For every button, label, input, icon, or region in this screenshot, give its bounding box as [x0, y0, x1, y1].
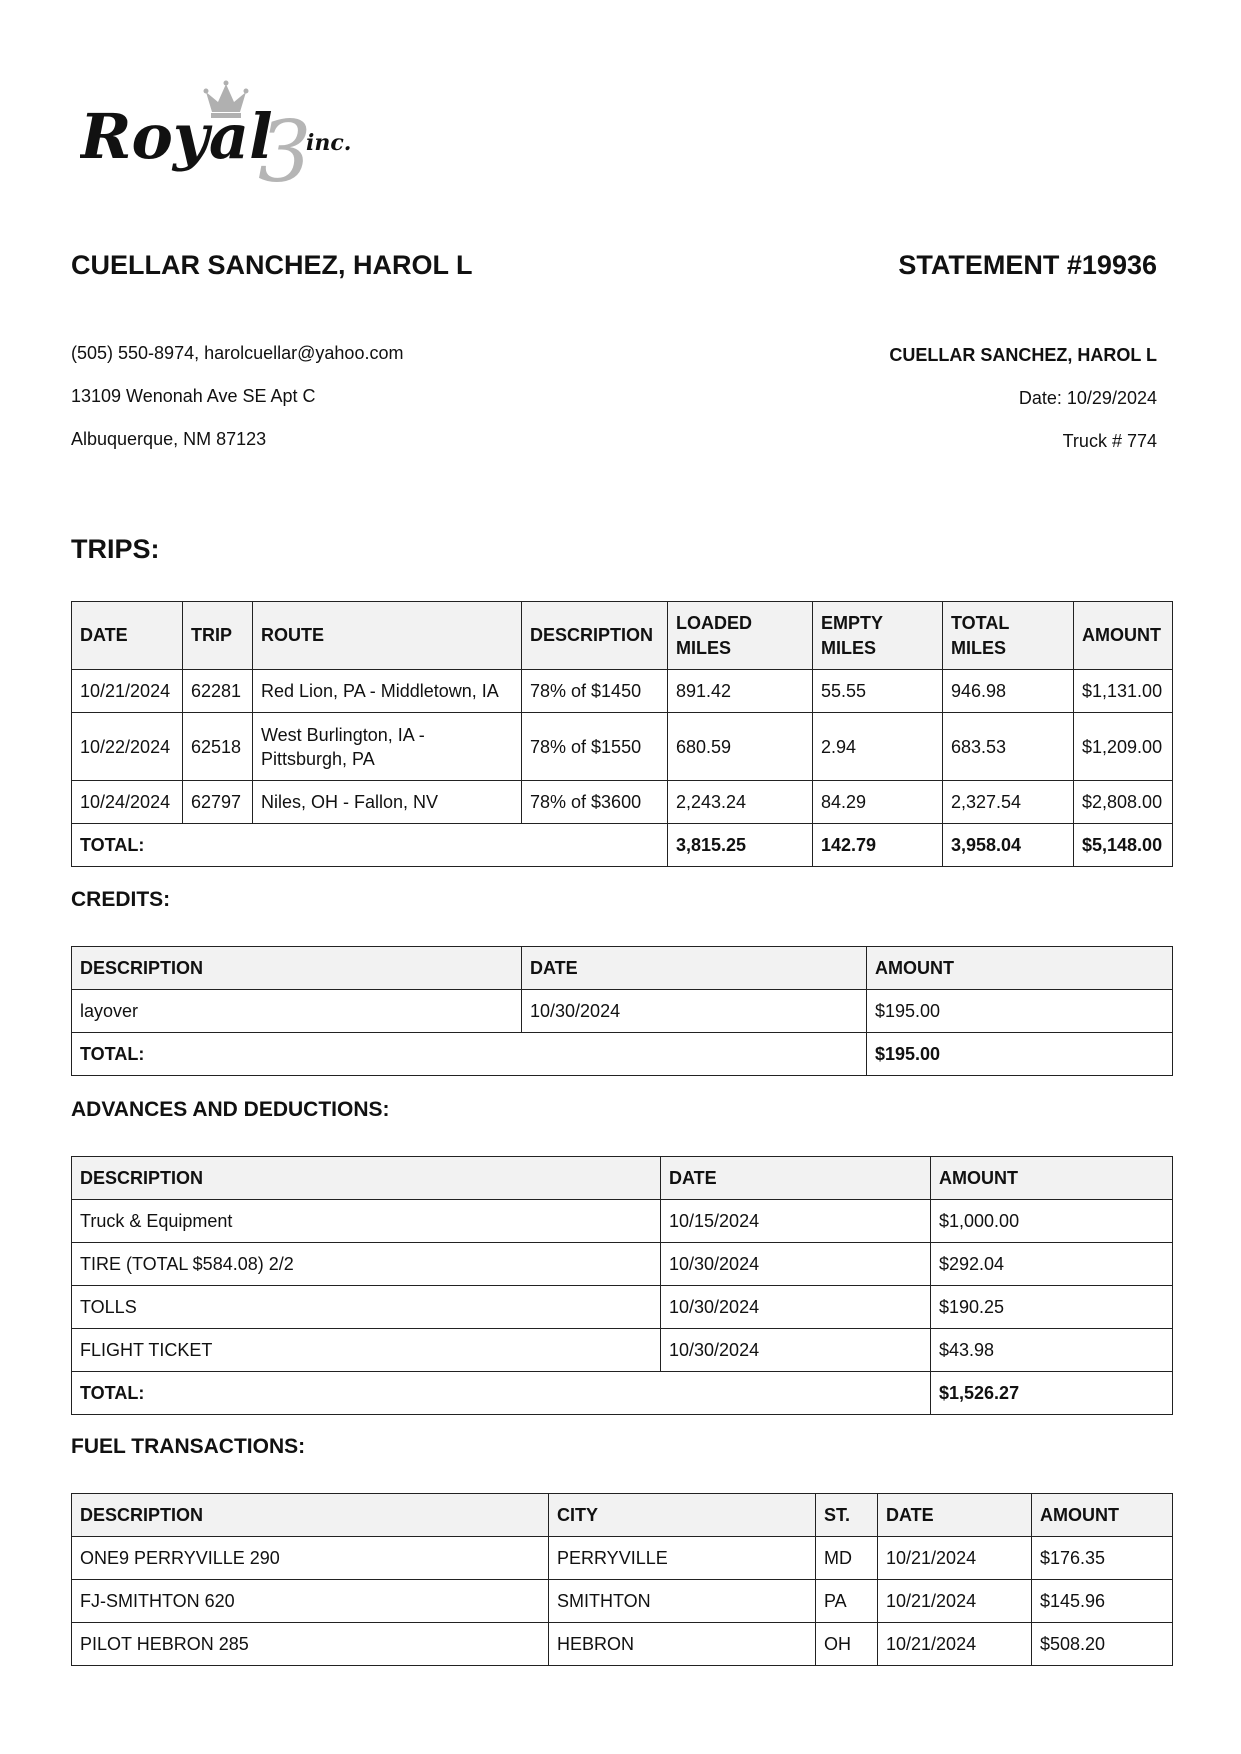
- trips-table: [71, 601, 1173, 867]
- advance-description: TIRE (TOTAL $584.08) 2/2: [72, 1243, 661, 1286]
- logo-wordmark: Royal: [80, 100, 273, 173]
- fuel-state: PA: [816, 1580, 878, 1623]
- col-header-description: DESCRIPTION: [72, 1494, 549, 1537]
- fuel-state: MD: [816, 1537, 878, 1580]
- col-header-description: DESCRIPTION: [522, 602, 668, 670]
- table-row: [72, 781, 1173, 824]
- col-header-amount: AMOUNT: [867, 947, 1173, 990]
- driver-name: CUELLAR SANCHEZ, HAROL L: [71, 250, 473, 280]
- credits-header-row: [72, 947, 1173, 990]
- fuel-amount: $176.35: [1032, 1537, 1173, 1580]
- trips-total-label: TOTAL:: [72, 824, 668, 867]
- advance-amount: $292.04: [931, 1243, 1173, 1286]
- table-row: [72, 1286, 1173, 1329]
- trip-empty-miles: 2.94: [813, 713, 943, 781]
- trip-date: 10/24/2024: [72, 781, 183, 824]
- table-row: [72, 1200, 1173, 1243]
- advances-table: [71, 1156, 1173, 1415]
- credits-total-label: TOTAL:: [72, 1033, 867, 1076]
- logo-number: 3: [258, 103, 312, 190]
- col-header-date: DATE: [72, 602, 183, 670]
- advances-total-label: TOTAL:: [72, 1372, 931, 1415]
- advance-description: FLIGHT TICKET: [72, 1329, 661, 1372]
- trip-amount: $1,131.00: [1074, 670, 1173, 713]
- credit-amount: $195.00: [867, 990, 1173, 1033]
- fuel-title: FUEL TRANSACTIONS:: [71, 1435, 306, 1458]
- trip-loaded-miles: 680.59: [668, 713, 813, 781]
- table-row: [72, 1243, 1173, 1286]
- company-logo: [80, 78, 380, 190]
- fuel-description: PILOT HEBRON 285: [72, 1623, 549, 1666]
- trip-number: 62797: [183, 781, 253, 824]
- col-header-city: CITY: [549, 1494, 816, 1537]
- trips-total-miles: 3,958.04: [943, 824, 1074, 867]
- fuel-state: OH: [816, 1623, 878, 1666]
- driver-address-line1: 13109 Wenonah Ave SE Apt C: [71, 386, 316, 406]
- trip-total-miles: 2,327.54: [943, 781, 1074, 824]
- col-header-amount: AMOUNT: [931, 1157, 1173, 1200]
- col-header-trip: TRIP: [183, 602, 253, 670]
- credit-date: 10/30/2024: [522, 990, 867, 1033]
- trips-title: TRIPS:: [71, 534, 160, 564]
- trip-empty-miles: 84.29: [813, 781, 943, 824]
- col-header-state: ST.: [816, 1494, 878, 1537]
- table-row: [72, 990, 1173, 1033]
- trip-loaded-miles: 2,243.24: [668, 781, 813, 824]
- fuel-amount: $508.20: [1032, 1623, 1173, 1666]
- statement-truck: Truck # 774: [1062, 431, 1157, 451]
- advance-date: 10/30/2024: [661, 1286, 931, 1329]
- trip-amount: $2,808.00: [1074, 781, 1173, 824]
- advance-date: 10/15/2024: [661, 1200, 931, 1243]
- credits-total-row: [72, 1033, 1173, 1076]
- advance-amount: $190.25: [931, 1286, 1173, 1329]
- table-row: [72, 670, 1173, 713]
- table-row: [72, 1329, 1173, 1372]
- trip-description: 78% of $1550: [522, 713, 668, 781]
- col-header-total-miles: TOTAL MILES: [943, 602, 1074, 670]
- col-header-empty-miles: EMPTY MILES: [813, 602, 943, 670]
- col-header-description: DESCRIPTION: [72, 1157, 661, 1200]
- table-row: [72, 1580, 1173, 1623]
- advance-description: TOLLS: [72, 1286, 661, 1329]
- logo-suffix: inc.: [306, 130, 352, 156]
- trip-number: 62518: [183, 713, 253, 781]
- fuel-date: 10/21/2024: [878, 1623, 1032, 1666]
- fuel-description: FJ-SMITHTON 620: [72, 1580, 549, 1623]
- credits-total-amount: $195.00: [867, 1033, 1173, 1076]
- col-header-amount: AMOUNT: [1032, 1494, 1173, 1537]
- trips-total-empty: 142.79: [813, 824, 943, 867]
- col-header-description: DESCRIPTION: [72, 947, 522, 990]
- fuel-date: 10/21/2024: [878, 1580, 1032, 1623]
- col-header-loaded-miles: LOADED MILES: [668, 602, 813, 670]
- table-row: [72, 1623, 1173, 1666]
- trips-total-loaded: 3,815.25: [668, 824, 813, 867]
- fuel-city: SMITHTON: [549, 1580, 816, 1623]
- trip-total-miles: 683.53: [943, 713, 1074, 781]
- trip-route: Niles, OH - Fallon, NV: [253, 781, 522, 824]
- trip-total-miles: 946.98: [943, 670, 1074, 713]
- table-row: [72, 1537, 1173, 1580]
- credits-title: CREDITS:: [71, 888, 171, 911]
- statement-name: CUELLAR SANCHEZ, HAROL L: [889, 345, 1157, 365]
- fuel-amount: $145.96: [1032, 1580, 1173, 1623]
- col-header-date: DATE: [661, 1157, 931, 1200]
- statement-info: [597, 248, 1157, 452]
- table-row: [72, 713, 1173, 781]
- advance-date: 10/30/2024: [661, 1329, 931, 1372]
- trip-date: 10/22/2024: [72, 713, 183, 781]
- trips-header-row: [72, 602, 1173, 670]
- trip-amount: $1,209.00: [1074, 713, 1173, 781]
- trip-description: 78% of $1450: [522, 670, 668, 713]
- statement-title: STATEMENT #19936: [898, 250, 1157, 280]
- fuel-description: ONE9 PERRYVILLE 290: [72, 1537, 549, 1580]
- fuel-city: HEBRON: [549, 1623, 816, 1666]
- trip-route: West Burlington, IA - Pittsburgh, PA: [253, 713, 522, 781]
- fuel-date: 10/21/2024: [878, 1537, 1032, 1580]
- trip-empty-miles: 55.55: [813, 670, 943, 713]
- advances-total-amount: $1,526.27: [931, 1372, 1173, 1415]
- trip-date: 10/21/2024: [72, 670, 183, 713]
- col-header-route: ROUTE: [253, 602, 522, 670]
- advance-description: Truck & Equipment: [72, 1200, 661, 1243]
- driver-info: [71, 248, 631, 450]
- trip-number: 62281: [183, 670, 253, 713]
- fuel-table: [71, 1493, 1173, 1666]
- statement-date: Date: 10/29/2024: [1018, 388, 1157, 408]
- col-header-amount: AMOUNT: [1074, 602, 1173, 670]
- fuel-header-row: [72, 1494, 1173, 1537]
- trips-total-row: [72, 824, 1173, 867]
- driver-address-line2: Albuquerque, NM 87123: [71, 429, 267, 449]
- trip-loaded-miles: 891.42: [668, 670, 813, 713]
- trips-total-amount: $5,148.00: [1074, 824, 1173, 867]
- credits-table: [71, 946, 1173, 1076]
- col-header-date: DATE: [522, 947, 867, 990]
- credit-description: layover: [72, 990, 522, 1033]
- driver-contact: (505) 550-8974, harolcuellar@yahoo.com: [71, 343, 404, 363]
- advances-total-row: [72, 1372, 1173, 1415]
- advances-title: ADVANCES AND DEDUCTIONS:: [71, 1098, 390, 1121]
- advance-date: 10/30/2024: [661, 1243, 931, 1286]
- trip-route: Red Lion, PA - Middletown, IA: [253, 670, 522, 713]
- advances-header-row: [72, 1157, 1173, 1200]
- trip-description: 78% of $3600: [522, 781, 668, 824]
- fuel-city: PERRYVILLE: [549, 1537, 816, 1580]
- advance-amount: $43.98: [931, 1329, 1173, 1372]
- advance-amount: $1,000.00: [931, 1200, 1173, 1243]
- col-header-date: DATE: [878, 1494, 1032, 1537]
